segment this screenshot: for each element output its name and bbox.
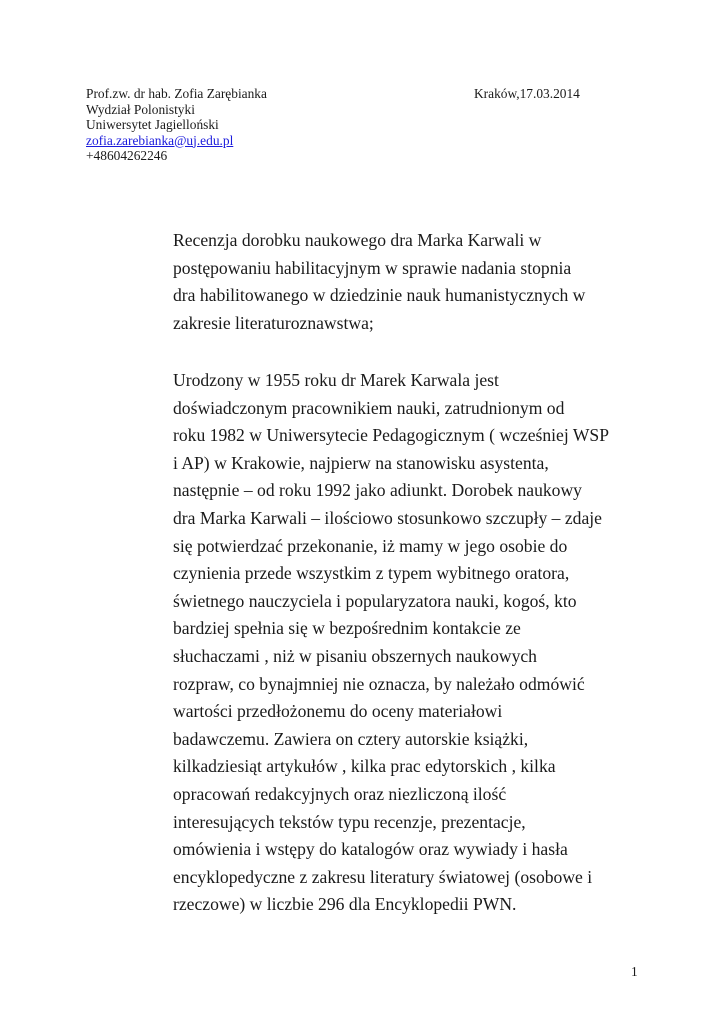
document-title [173, 227, 693, 337]
title-line: dra habilitowanego w dziedzinie nauk humanistycznych w [173, 285, 586, 306]
paragraph-line: badawczemu. Zawiera on cztery autorskie książki, [173, 728, 529, 749]
author-phone: +48604262246 [86, 148, 168, 163]
paragraph-line: następnie – od roku 1992 jako adiunkt. Dorobek naukowy [173, 480, 582, 501]
paragraph-line: rozpraw, co bynajmniej nie oznacza, by należało odmówić [173, 673, 585, 694]
paragraph-line: Urodzony w 1955 roku dr Marek Karwala jest [173, 370, 499, 390]
body-paragraph [173, 367, 693, 919]
paragraph-line: dra Marka Karwali – ilościowo stosunkowo szczupły – zdaje [173, 507, 602, 528]
paragraph-line: kilkadziesiąt artykułów , kilka prac edytorskich , kilka [173, 756, 556, 777]
paragraph-line: rzeczowe) w liczbie 296 dla Encyklopedii PWN. [173, 894, 517, 915]
author-email-link[interactable]: zofia.zarebianka@uj.edu.pl [86, 132, 234, 148]
paragraph-line: omówienia i wstępy do katalogów oraz wywiady i hasła [173, 839, 568, 860]
title-line: Recenzja dorobku naukowego dra Marka Karwali w [173, 230, 542, 250]
paragraph-line: encyklopedyczne z zakresu literatury światowej (osobowe i [173, 866, 593, 887]
paragraph-line: wartości przedłożonemu do oceny materiałowi [173, 701, 503, 722]
paragraph-line: się potwierdzać przekonanie, iż mamy w jego osobie do [173, 535, 568, 556]
title-line: zakresie literaturoznawstwa; [173, 312, 374, 333]
paragraph-line: czynienia przede wszystkim z typem wybitnego oratora, [173, 563, 570, 584]
paragraph-line: interesujących tekstów typu recenzje, prezentacje, [173, 811, 526, 832]
paragraph-line: opracowań redakcyjnych oraz niezliczoną ilość [173, 783, 507, 804]
author-university: Uniwersytet Jagielloński [86, 117, 219, 132]
paragraph-line: świetnego nauczyciela i popularyzatora nauki, kogoś, kto [173, 590, 577, 611]
paragraph-line: i AP) w Krakowie, najpierw na stanowisku asystenta, [173, 452, 549, 473]
paragraph-line: doświadczonym pracownikiem nauki, zatrudnionym od [173, 397, 565, 418]
paragraph-line: bardziej spełnia się w bezpośrednim kontakcie ze [173, 618, 521, 639]
paragraph-line: roku 1982 w Uniwersytecie Pedagogicznym ( wcześniej WSP [173, 425, 609, 446]
page-number: 1 [631, 964, 638, 979]
document-date: Kraków,17.03.2014 [474, 86, 580, 101]
paragraph-line: słuchaczami , niż w pisaniu obszernych naukowych [173, 645, 537, 666]
title-line: postępowaniu habilitacyjnym w sprawie nadania stopnia [173, 257, 572, 278]
author-name: Prof.zw. dr hab. Zofia Zarębianka [86, 86, 267, 101]
author-faculty: Wydział Polonistyki [86, 101, 195, 117]
